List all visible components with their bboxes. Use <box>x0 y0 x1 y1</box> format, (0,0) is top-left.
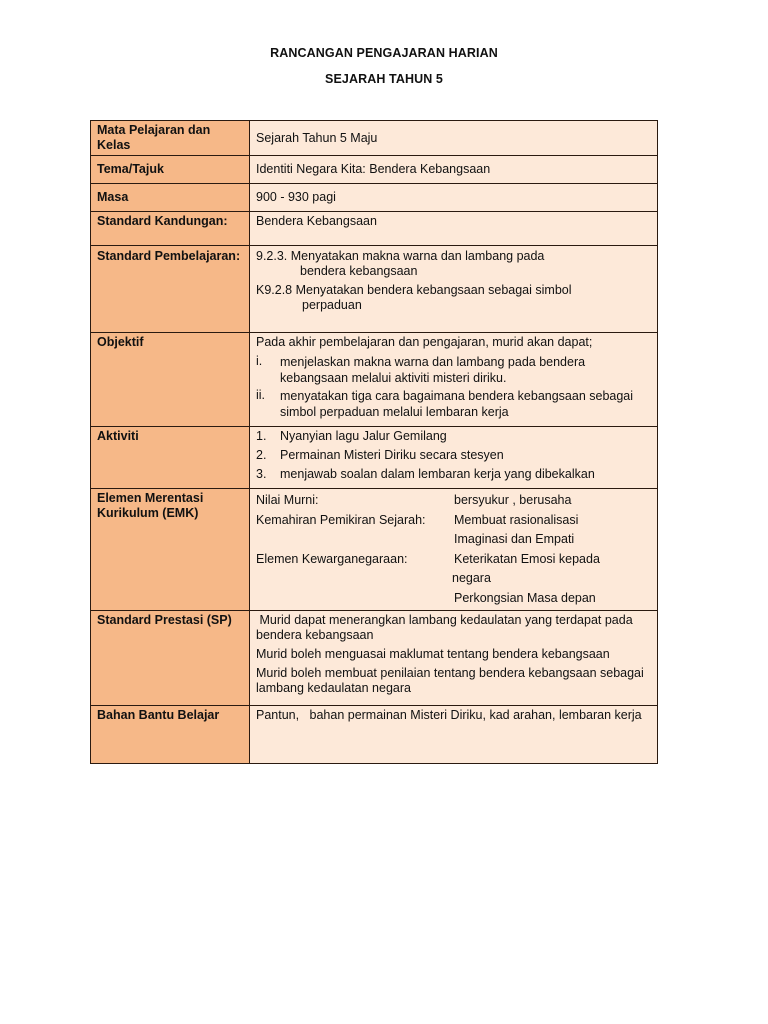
table-row <box>91 246 658 333</box>
row-value-bbb: Pantun, bahan permainan Misteri Diriku, kad arahan, lembaran kerja <box>250 706 658 764</box>
row-value-tema: Identiti Negara Kita: Bendera Kebangsaan <box>250 156 658 184</box>
row-label-masa: Masa <box>91 184 250 212</box>
table-row <box>91 121 658 156</box>
emk-kewarganegaraan-3 <box>256 589 651 609</box>
emk-spacer <box>256 530 454 550</box>
list-item-text: menjawab soalan dalam lembaran kerja yang dibekalkan <box>280 467 595 481</box>
emk-kewarganegaraan <box>256 550 651 570</box>
table-row <box>91 212 658 246</box>
row-label-standard-kandungan: Standard Kandungan: <box>91 212 250 246</box>
emk-value: Perkongsian Masa depan <box>454 590 596 605</box>
table-row <box>91 333 658 427</box>
sp-line-1b: bendera kebangsaan <box>300 264 418 278</box>
row-label-tema: Tema/Tajuk <box>91 156 250 184</box>
row-value-aktiviti <box>250 427 658 489</box>
list-item-number: 1. <box>256 429 267 443</box>
emk-value: Membuat rasionalisasi <box>454 512 579 527</box>
row-value-emk <box>250 489 658 611</box>
table-row <box>91 427 658 489</box>
list-item <box>256 467 651 482</box>
emk-label: Kemahiran Pemikiran Sejarah: <box>256 512 426 527</box>
document-title: RANCANGAN PENGAJARAN HARIAN <box>270 46 498 60</box>
list-item-text: Nyanyian lagu Jalur Gemilang <box>280 429 447 443</box>
document-subtitle: SEJARAH TAHUN 5 <box>325 72 443 86</box>
list-item-text: menyatakan tiga cara bagaimana bendera kebangsaan sebagai simbol perpaduan melalui lembaran kerja <box>280 389 634 419</box>
sp-line-1: 9.2.3. Menyatakan makna warna dan lambang pada <box>256 249 545 263</box>
list-item-number: ii. <box>256 388 266 402</box>
list-item-number: 2. <box>256 448 267 462</box>
list-item <box>256 429 651 444</box>
row-label-mata-pelajaran: Mata Pelajaran dan Kelas <box>91 121 250 156</box>
emk-kemahiran <box>256 511 651 531</box>
emk-kewarganegaraan-2 <box>256 569 651 589</box>
emk-value: Keterikatan Emosi kepada <box>454 551 600 566</box>
sp-line-2: K9.2.8 Menyatakan bendera kebangsaan sebagai simbol <box>256 283 572 297</box>
emk-value: bersyukur , berusaha <box>454 493 572 507</box>
lesson-plan-table <box>90 120 658 764</box>
list-item <box>256 354 651 386</box>
row-value-objektif <box>250 333 658 427</box>
row-value-standard-pembelajaran <box>250 246 658 333</box>
list-item <box>256 448 651 463</box>
list-item-text: menjelaskan makna warna dan lambang pada bendera kebangsaan melalui aktiviti misteri diriku. <box>280 355 586 385</box>
row-value-masa: 900 - 930 pagi <box>250 184 658 212</box>
emk-label: Nilai Murni: <box>256 493 319 507</box>
row-label-sp: Standard Prestasi (SP) <box>91 611 250 706</box>
table-row <box>91 184 658 212</box>
row-label-standard-pembelajaran: Standard Pembelajaran: <box>91 246 250 333</box>
list-item-number: 3. <box>256 467 267 481</box>
table-row <box>91 611 658 706</box>
row-label-objektif: Objektif <box>91 333 250 427</box>
emk-value: negara <box>452 571 491 585</box>
table-row <box>91 489 658 611</box>
emk-value: Imaginasi dan Empati <box>454 532 575 546</box>
list-item <box>256 388 651 420</box>
row-value-sp <box>250 611 658 706</box>
emk-nilai-murni <box>256 491 651 511</box>
objektif-intro: Pada akhir pembelajaran dan pengajaran, murid akan dapat; <box>256 335 593 349</box>
emk-spacer <box>256 589 454 609</box>
row-label-emk: Elemen Merentasi Kurikulum (EMK) <box>91 489 250 611</box>
emk-spacer <box>256 569 454 589</box>
row-value-mata-pelajaran: Sejarah Tahun 5 Maju <box>250 121 658 156</box>
table-row <box>91 156 658 184</box>
sp-line-2b: perpaduan <box>302 298 362 312</box>
table-row <box>91 706 658 764</box>
emk-kemahiran-2 <box>256 530 651 550</box>
sp-text-1: Murid dapat menerangkan lambang kedaulatan yang terdapat pada bendera kebangsaan <box>256 613 637 642</box>
sp-text-3: Murid boleh membuat penilaian tentang bendera kebangsaan sebagai lambang kedaulatan negara <box>256 666 644 695</box>
row-value-standard-kandungan: Bendera Kebangsaan <box>250 212 658 246</box>
list-item-text: Permainan Misteri Diriku secara stesyen <box>280 448 504 462</box>
row-label-aktiviti: Aktiviti <box>91 427 250 489</box>
sp-text-2: Murid boleh menguasai maklumat tentang bendera kebangsaan <box>256 647 610 661</box>
emk-label: Elemen Kewarganegaraan: <box>256 551 408 566</box>
row-label-bbb: Bahan Bantu Belajar <box>91 706 250 764</box>
list-item-number: i. <box>256 354 263 368</box>
